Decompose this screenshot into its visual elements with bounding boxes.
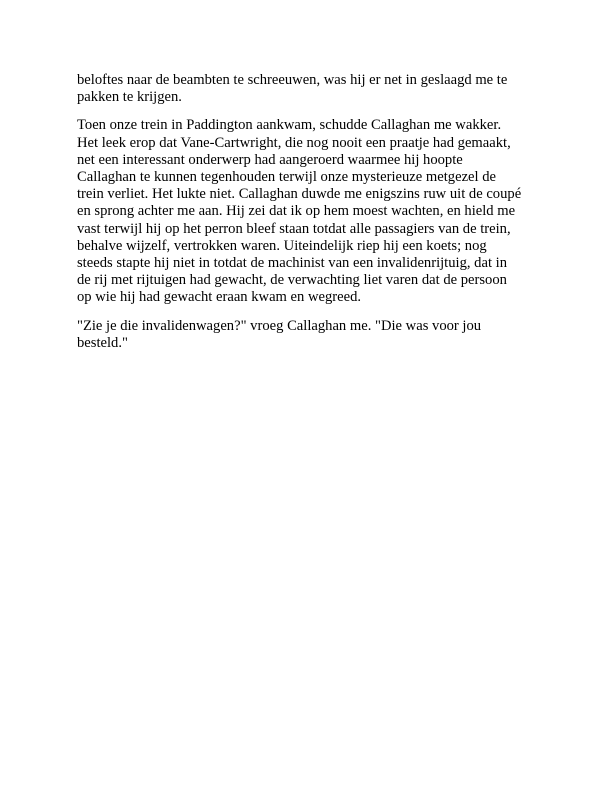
paragraph-3 xyxy=(77,318,539,352)
text-line: trein verliet. Het lukte niet. Callaghan duwde me enigszins ruw uit de coupé xyxy=(77,186,522,203)
text-line: pakken te krijgen. xyxy=(77,89,182,106)
paragraph-2 xyxy=(77,117,539,306)
text-line: beloftes naar de beambten te schreeuwen, was hij er net in geslaagd me te xyxy=(77,72,508,88)
text-line: net een interessant onderwerp had aangeroerd waarmee hij hoopte xyxy=(77,151,463,168)
text-line: Toen onze trein in Paddington aankwam, schudde Callaghan me wakker. xyxy=(77,117,502,134)
document-page xyxy=(77,72,539,363)
text-line: en sprong achter me aan. Hij zei dat ik op hem moest wachten, en hield me xyxy=(77,203,516,220)
text-line: op wie hij had gewacht eraan kwam en wegreed. xyxy=(77,289,362,306)
text-line: de rij met rijtuigen had gewacht, de verwachting liet varen dat de persoon xyxy=(77,272,507,289)
text-line: vast terwijl hij op het perron bleef staan totdat alle passagiers van de trein, xyxy=(77,220,511,237)
text-line: besteld." xyxy=(77,334,128,351)
paragraph-1 xyxy=(77,72,539,106)
text-line: Callaghan te kunnen tegenhouden terwijl onze mysterieuze metgezel de xyxy=(77,169,497,186)
text-line: behalve wijzelf, vertrokken waren. Uiteindelijk riep hij een koets; nog xyxy=(77,237,487,254)
text-line: steeds stapte hij niet in totdat de machinist van een invalidenrijtuig, dat in xyxy=(77,255,508,272)
text-line: Het leek erop dat Vane-Cartwright, die nog nooit een praatje had gemaakt, xyxy=(77,134,511,151)
text-line: "Zie je die invalidenwagen?" vroeg Callaghan me. "Die was voor jou xyxy=(77,317,482,334)
